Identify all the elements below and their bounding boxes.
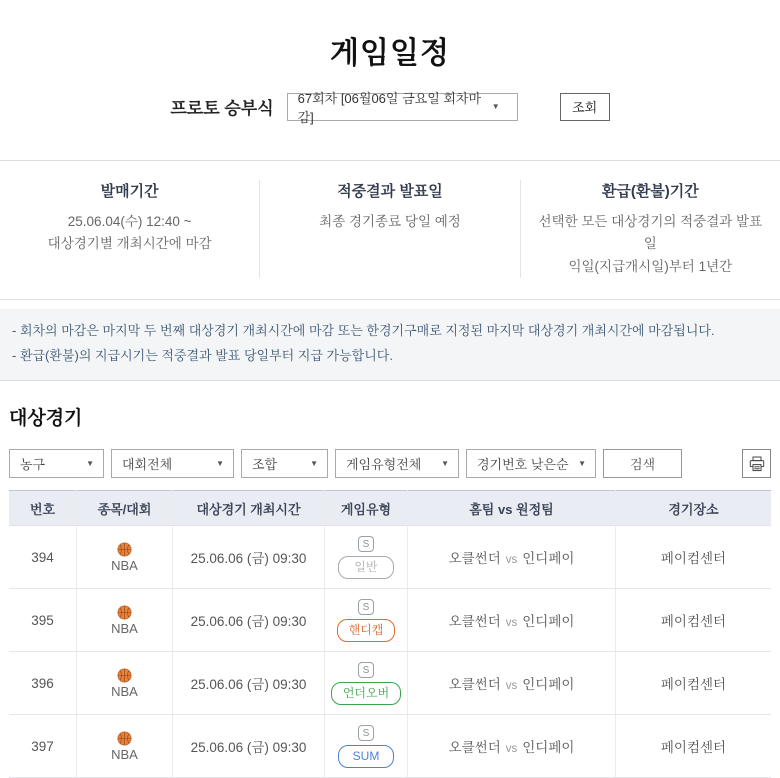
round-select[interactable] (287, 90, 518, 125)
sport-filter-value: 농구 (20, 457, 46, 473)
home-team: 오클썬더 (448, 614, 501, 630)
proto-round-bar (0, 90, 780, 125)
match-time: 25.06.06 (금) 09:30 (173, 526, 325, 589)
chevron-down-icon: ▼ (491, 102, 500, 112)
vs-label: vs (505, 617, 518, 630)
home-team: 오클썬더 (448, 740, 501, 756)
single-game-badge: S (358, 536, 374, 552)
match-time: 25.06.06 (금) 09:30 (173, 589, 325, 652)
table-header-row (9, 491, 771, 526)
chevron-down-icon: ▼ (578, 459, 586, 469)
notice-box (0, 309, 780, 381)
col-header-sport: 종목/대회 (77, 491, 173, 526)
game-number: 394 (9, 526, 77, 589)
target-games-table (9, 490, 771, 778)
league-label: NBA (111, 683, 138, 699)
round-info-strip (0, 160, 780, 300)
page-title: 게임일정 (330, 37, 450, 71)
info-text: 25.06.04(수) 12:40 ~ (67, 214, 192, 230)
lookup-button[interactable]: 조회 (560, 93, 610, 121)
game-type-pill: 일반 (338, 556, 394, 579)
game-number: 397 (9, 715, 77, 778)
col-header-time: 대상경기 개최시간 (173, 491, 325, 526)
matchup (408, 589, 616, 652)
home-team: 오클썬더 (448, 551, 501, 567)
info-title: 적중결과 발표일 (337, 183, 443, 201)
sort-order-value: 경기번호 낮은순 (477, 457, 569, 473)
venue: 페이컴센터 (616, 715, 772, 778)
chevron-down-icon: ▼ (86, 459, 94, 469)
printer-icon (749, 456, 765, 472)
info-text: 선택한 모든 대상경기의 적중결과 발표일 (538, 214, 763, 252)
single-game-badge: S (358, 662, 374, 678)
league-filter-value: 대회전체 (122, 457, 173, 473)
game-number: 395 (9, 589, 77, 652)
table-row (9, 652, 771, 715)
venue: 페이컴센터 (616, 526, 772, 589)
chevron-down-icon: ▼ (310, 459, 318, 469)
single-game-badge: S (358, 599, 374, 615)
info-result-date (259, 180, 519, 278)
league-label: NBA (111, 620, 138, 636)
proto-label: 프로토 승부식 (170, 99, 274, 119)
away-team: 인디페이 (522, 677, 575, 693)
info-title: 발매기간 (100, 183, 159, 201)
combo-filter-value: 조합 (252, 457, 278, 473)
col-header-venue: 경기장소 (616, 491, 772, 526)
sort-order-select[interactable] (466, 449, 596, 478)
table-row (9, 589, 771, 652)
home-team: 오클썬더 (448, 677, 501, 693)
venue: 페이컴센터 (616, 589, 772, 652)
combo-filter-select[interactable] (241, 449, 328, 478)
col-header-number: 번호 (9, 491, 77, 526)
notice-line: - 회차의 마감은 마지막 두 번째 대상경기 개최시간에 마감 또는 한경기구매로 지정된 마지막 대상경기 개최시간에 마감됩니다. (12, 322, 715, 338)
col-header-game-type: 게임유형 (325, 491, 408, 526)
matchup (408, 715, 616, 778)
filter-bar (9, 449, 771, 478)
print-button[interactable] (742, 449, 771, 478)
basketball-icon (117, 605, 132, 620)
info-sale-period (0, 180, 259, 278)
sport-filter-select[interactable] (9, 449, 104, 478)
game-type-filter-value: 게임유형전체 (346, 457, 422, 473)
chevron-down-icon: ▼ (441, 459, 449, 469)
round-select-value: 67회차 [06월06일 금요일 회차마감] (297, 90, 482, 125)
matchup (408, 526, 616, 589)
table-row (9, 526, 771, 589)
info-text: 익일(지급개시일)부터 1년간 (568, 258, 733, 274)
single-game-badge: S (358, 725, 374, 741)
game-type-pill: 언더오버 (331, 682, 401, 705)
col-header-teams: 홈팀 vs 원정팀 (408, 491, 616, 526)
league-label: NBA (111, 557, 138, 573)
away-team: 인디페이 (522, 614, 575, 630)
match-time: 25.06.06 (금) 09:30 (173, 715, 325, 778)
search-button[interactable]: 검색 (603, 449, 682, 478)
info-text: 최종 경기종료 당일 예정 (319, 214, 461, 230)
away-team: 인디페이 (522, 740, 575, 756)
vs-label: vs (505, 680, 518, 693)
match-time: 25.06.06 (금) 09:30 (173, 652, 325, 715)
away-team: 인디페이 (522, 551, 575, 567)
basketball-icon (117, 542, 132, 557)
matchup (408, 652, 616, 715)
target-games-heading: 대상경기 (9, 408, 83, 430)
game-type-pill: 핸디캡 (337, 619, 396, 642)
basketball-icon (117, 731, 132, 746)
basketball-icon (117, 668, 132, 683)
vs-label: vs (505, 743, 518, 756)
info-title: 환급(환불)기간 (601, 183, 699, 201)
vs-label: vs (505, 554, 518, 567)
game-type-filter-select[interactable] (335, 449, 459, 478)
info-text: 대상경기별 개최시간에 마감 (47, 236, 212, 252)
chevron-down-icon: ▼ (216, 459, 224, 469)
venue: 페이컴센터 (616, 652, 772, 715)
game-type-pill: SUM (338, 745, 394, 768)
league-label: NBA (111, 746, 138, 762)
game-number: 396 (9, 652, 77, 715)
league-filter-select[interactable] (111, 449, 234, 478)
notice-line: - 환급(환불)의 지급시기는 적중결과 발표 당일부터 지급 가능합니다. (12, 347, 393, 363)
info-refund-period (520, 180, 780, 278)
table-row (9, 715, 771, 778)
